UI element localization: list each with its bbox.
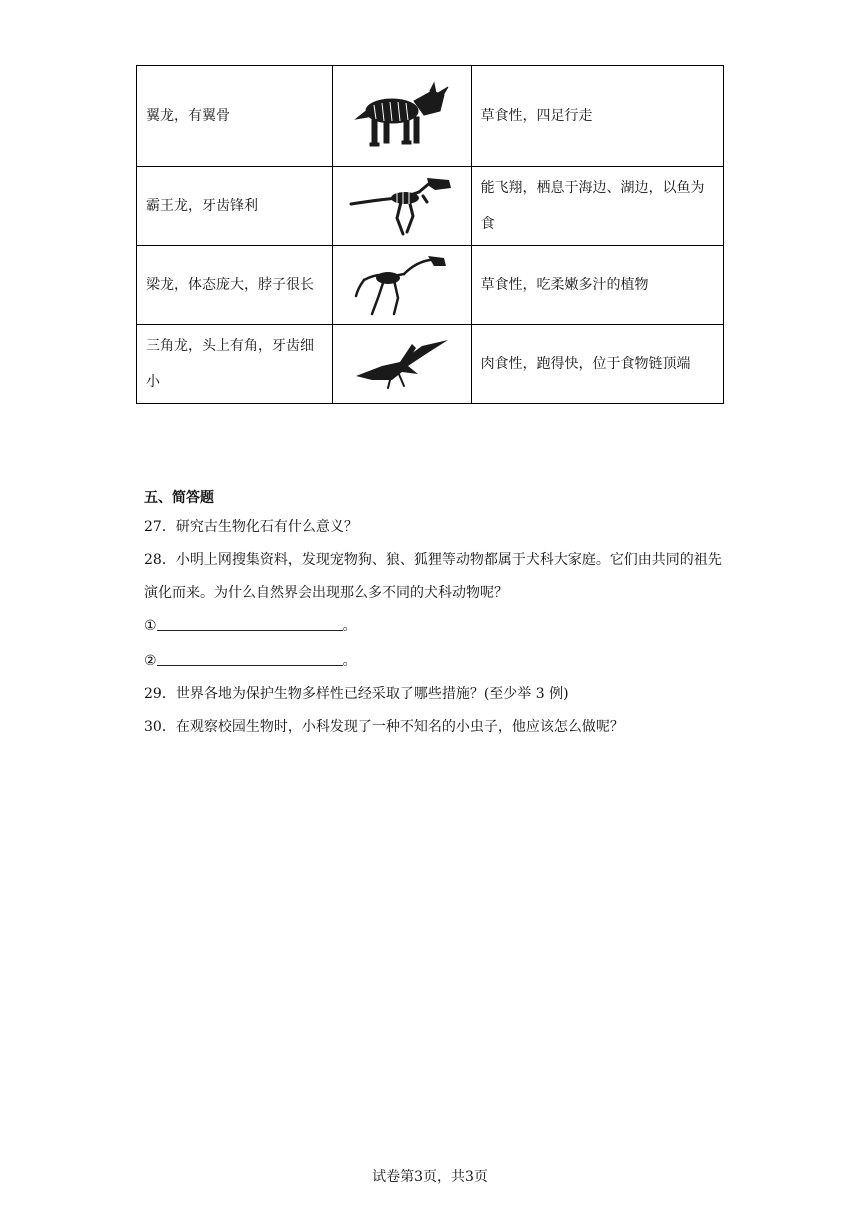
question-29: 29．世界各地为保护生物多样性已经采取了哪些措施？(至少举 3 例) [144, 686, 569, 702]
dinosaur-name-cell: 三角龙，头上有角，牙齿细小 [137, 325, 333, 404]
dinosaur-image-cell [333, 246, 471, 325]
table-row [137, 167, 724, 246]
dinosaur-name-cell: 翼龙，有翼骨 [137, 66, 333, 167]
blank-prefix: ② [144, 653, 157, 669]
pterosaur-skeleton-image [352, 336, 452, 392]
blank-suffix: 。 [342, 618, 357, 634]
triceratops-skeleton-image [354, 81, 450, 151]
table-row [137, 246, 724, 325]
answer-line[interactable] [157, 651, 343, 666]
dinosaur-trait-cell: 草食性，四足行走 [471, 66, 723, 167]
dinosaur-trait-cell: 能飞翔，栖息于海边、湖边，以鱼为食 [471, 167, 723, 246]
question-28: 28．小明上网搜集资料，发现宠物狗、狼、狐狸等动物都属于犬科大家庭。它们由共同的祖先演化而来。为什么自然界会出现那么多不同的犬科动物呢？ [144, 552, 722, 601]
dinosaur-image-cell [333, 325, 471, 404]
dinosaur-image-cell [333, 66, 471, 167]
dinosaur-trait-cell: 草食性，吃柔嫩多汁的植物 [471, 246, 723, 325]
answer-blank-2 [144, 645, 734, 678]
answer-blank-1 [144, 610, 734, 643]
blank-suffix: 。 [342, 653, 357, 669]
blank-prefix: ① [144, 618, 157, 634]
dinosaur-name-cell: 霸王龙，牙齿锋利 [137, 167, 333, 246]
answer-line[interactable] [157, 616, 343, 631]
dinosaur-trait-cell: 肉食性，跑得快，位于食物链顶端 [471, 325, 723, 404]
page-footer: 试卷第3页，共3页 [372, 1169, 488, 1185]
question-30: 30．在观察校园生物时，小科发现了一种不知名的小虫子，他应该怎么做呢？ [144, 719, 624, 735]
dinosaur-image-cell [333, 167, 471, 246]
table-row [137, 66, 724, 167]
table-row [137, 325, 724, 404]
section-heading: 五、简答题 [144, 490, 214, 506]
tyrannosaurus-skeleton-image [347, 174, 457, 238]
question-27: 27．研究古生物化石有什么意义？ [144, 519, 358, 535]
dinosaur-matching-table [136, 65, 724, 404]
dinosaur-name-cell: 梁龙，体态庞大，脖子很长 [137, 246, 333, 325]
sauropod-skeleton-image [354, 252, 450, 318]
